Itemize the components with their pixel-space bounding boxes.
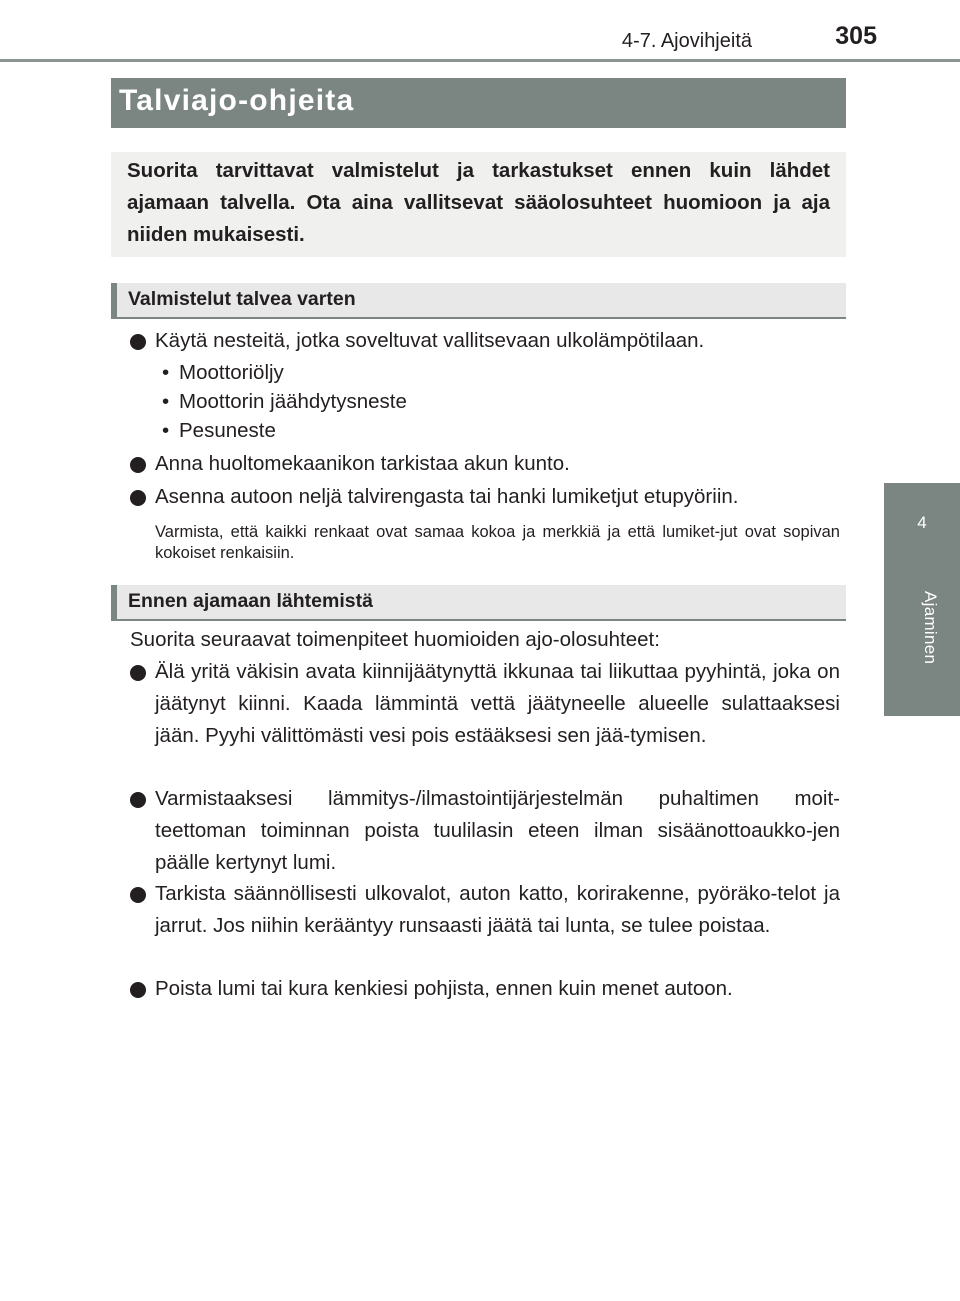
page-header xyxy=(0,0,960,70)
chapter-number: 4 xyxy=(917,513,927,532)
lead-text: Suorita seuraavat toimenpiteet huomioiden ajo-olosuhteet: xyxy=(130,628,660,651)
list-item-text: Varmistaaksesi lämmitys-/ilmastointijärjestelmän puhaltimen moit-teettoman toiminnan poista tuulilasin eteen ilman sisäänottoaukko-jen päälle kertynyt lumi. xyxy=(155,787,840,874)
list-item-text: Älä yritä väkisin avata kiinnijäätynyttä ikkunaa tai liikuttaa pyyhintä, joka on jäätynyt kiinni. Kaada lämmintä vettä jäätyneelle alueelle sulattaaksesi jään. Pyyhi välittömästi vesi pois estääksesi sen jää-tymisen. xyxy=(155,660,840,747)
section-heading-bar xyxy=(111,585,117,619)
sub-bullet-icon: • xyxy=(162,419,170,442)
list-item xyxy=(128,973,840,1005)
section-heading-before-driving xyxy=(111,585,846,621)
chapter-label: Ajaminen xyxy=(921,591,940,665)
section-heading-bar xyxy=(111,283,117,317)
bullet-dot-icon xyxy=(130,665,146,681)
intro-text: Suorita tarvittavat valmistelut ja tarkastukset ennen kuin lähdet ajamaan talvella. Ota aina vallitsevat sääolosuhteet huomioon ja aja niiden mukaisesti. xyxy=(127,159,830,246)
sub-list-item xyxy=(162,387,407,417)
list-item xyxy=(128,878,840,942)
section-heading-preparations xyxy=(111,283,846,319)
page-title-bar xyxy=(111,78,846,128)
sub-list-item-text: Pesuneste xyxy=(179,419,276,442)
list-item xyxy=(128,325,840,357)
header-rule xyxy=(0,59,960,62)
list-item xyxy=(128,448,840,480)
bullet-dot-icon xyxy=(130,792,146,808)
bullet-dot-icon xyxy=(130,887,146,903)
bullet-dot-icon xyxy=(130,457,146,473)
list-item-text: Käytä nesteitä, jotka soveltuvat vallitsevaan ulkolämpötilaan. xyxy=(155,329,705,352)
bullet-dot-icon xyxy=(130,334,146,350)
note-text: Varmista, että kaikki renkaat ovat samaa kokoa ja merkkiä ja että lumiket-jut ovat sopivan kokoiset renkaisiin. xyxy=(155,523,840,562)
section-reference: 4-7. Ajovihjeitä xyxy=(621,30,752,52)
bullet-dot-icon xyxy=(130,982,146,998)
list-item xyxy=(128,481,840,513)
sub-list-item-text: Moottoriöljy xyxy=(179,361,284,384)
intro-box xyxy=(111,152,846,257)
sub-bullet-icon: • xyxy=(162,390,170,413)
section-heading-text: Valmistelut talvea varten xyxy=(128,288,356,310)
list-item xyxy=(128,783,840,879)
list-item-text: Tarkista säännöllisesti ulkovalot, auton katto, korirakenne, pyöräko-telot ja jarrut. Jos niihin kerääntyy runsaasti jäätä tai lunta, se tulee poistaa. xyxy=(155,882,840,937)
list-item-text: Asenna autoon neljä talvirengasta tai hanki lumiketjut etupyöriin. xyxy=(155,485,739,508)
sub-list-item xyxy=(162,358,284,388)
list-item-text: Anna huoltomekaanikon tarkistaa akun kunto. xyxy=(155,452,570,475)
sub-list-item xyxy=(162,416,276,446)
list-item xyxy=(128,656,840,752)
page-title: Talviajo-ohjeita xyxy=(119,84,355,117)
list-item-text: Poista lumi tai kura kenkiesi pohjista, ennen kuin menet autoon. xyxy=(155,977,733,1000)
sub-bullet-icon: • xyxy=(162,361,170,384)
page-number: 305 xyxy=(835,22,877,50)
chapter-side-tab xyxy=(884,483,960,716)
sub-list-item-text: Moottorin jäähdytysneste xyxy=(179,390,407,413)
section-heading-text: Ennen ajamaan lähtemistä xyxy=(128,590,373,612)
bullet-dot-icon xyxy=(130,490,146,506)
